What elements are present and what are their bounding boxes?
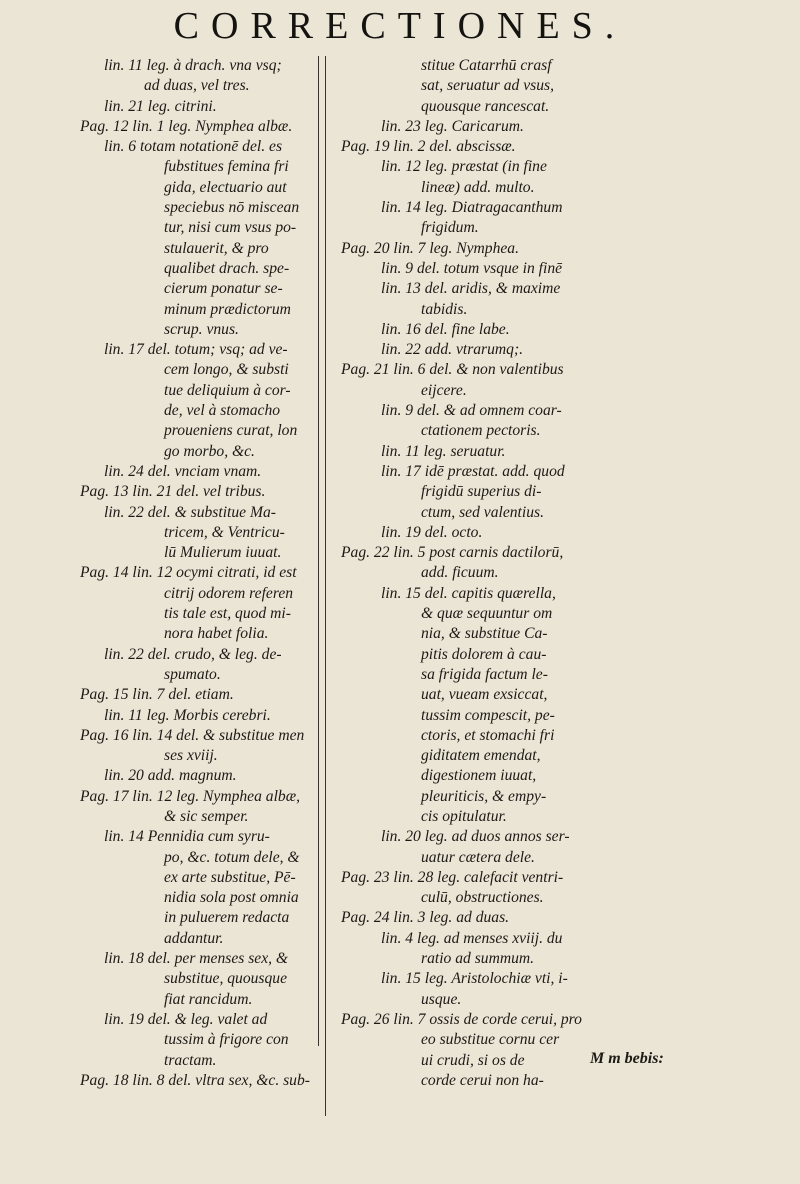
correction-line: lin. 4 leg. ad menses xviij. du (381, 929, 563, 947)
correction-line: tricem, & Ventricu- (164, 523, 285, 541)
correction-line: frigidum. (421, 219, 479, 237)
correction-line: cierum ponatur se- (164, 280, 283, 298)
correction-line: lineæ) add. multo. (421, 178, 535, 196)
correction-line: ratio ad summum. (421, 950, 535, 968)
correction-line: lin. 6 totam notationē del. es (104, 138, 283, 156)
correction-line: stulauerit, & pro (164, 239, 269, 257)
correction-line: Pag. 18 lin. 8 del. vltra sex, &c. sub- (80, 1071, 310, 1089)
correction-line: lin. 22 del. & substitue Ma- (104, 503, 276, 521)
correction-line: lin. 21 leg. citrini. (104, 97, 217, 115)
right-column (337, 56, 667, 1091)
correction-line: culū, obstructiones. (421, 889, 544, 907)
correction-line: speciebus nō miscean (164, 199, 300, 217)
correction-line: lin. 14 Pennidia cum syru- (104, 828, 270, 846)
correction-line: frigidū superius di- (421, 483, 542, 501)
correction-line: lin. 17 del. totum; vsq; ad ve- (104, 341, 288, 359)
correction-line: cem longo, & substi (164, 361, 289, 379)
correction-line: spumato. (164, 665, 221, 683)
correction-line: lin. 15 leg. Aristolochiæ vti, i- (381, 970, 568, 988)
correction-line: lin. 22 add. vtrarumq;. (381, 341, 524, 359)
correction-line: Pag. 22 lin. 5 post carnis dactilorū, (341, 544, 564, 562)
correction-line: tis tale est, quod mi- (164, 605, 291, 623)
correction-line: lin. 20 add. magnum. (104, 767, 237, 785)
correction-line: minum prædictorum (164, 300, 291, 318)
correction-line: lin. 15 del. capitis quærella, (381, 584, 556, 602)
correction-line: nia, & substitue Ca- (421, 625, 548, 643)
catchword: M m bebis: (590, 1050, 664, 1067)
correction-line: stitue Catarrhū crasf (421, 57, 552, 74)
correction-line: pleuriticis, & empy- (421, 787, 547, 805)
correction-line: go morbo, &c. (164, 442, 255, 460)
correction-line: lin. 23 leg. Caricarum. (381, 117, 524, 135)
correction-line: lin. 16 del. fine labe. (381, 320, 510, 338)
correction-line: lin. 11 leg. Morbis cerebri. (104, 706, 271, 724)
correction-line: tussim compescit, pe- (421, 706, 555, 724)
correction-line: tabidis. (421, 300, 468, 318)
correction-line: nora habet folia. (164, 625, 269, 643)
correction-line: Pag. 26 lin. 7 ossis de corde cerui, pro (341, 1010, 582, 1028)
correction-line: scrup. vnus. (164, 320, 239, 338)
correction-line: lin. 9 del. totum vsque in finē (381, 259, 563, 277)
correction-line: lin. 13 del. aridis, & maxime (381, 280, 561, 298)
correction-line: Pag. 15 lin. 7 del. etiam. (80, 686, 234, 704)
correction-line: lin. 20 leg. ad duos annos ser- (381, 828, 570, 846)
correction-line: lin. 9 del. & ad omnem coar- (381, 402, 562, 420)
correction-line: & sic semper. (164, 807, 249, 825)
correction-line: ses xviij. (164, 747, 218, 765)
correction-line: uat, vueam exsiccat, (421, 686, 548, 704)
correction-line: lin. 14 leg. Diatragacanthum (381, 199, 563, 217)
correction-line: pitis dolorem à cau- (421, 645, 547, 663)
column-rule-left (318, 56, 319, 1046)
correction-line: lin. 24 del. vnciam vnam. (104, 462, 262, 480)
correction-line: po, &c. totum dele, & (164, 848, 300, 866)
correction-line: Pag. 20 lin. 7 leg. Nymphea. (341, 239, 520, 257)
correction-line: Pag. 21 lin. 6 del. & non valentibus (341, 361, 564, 379)
correction-line: Pag. 16 lin. 14 del. & substitue men (80, 726, 305, 744)
correction-line: Pag. 24 lin. 3 leg. ad duas. (341, 909, 510, 927)
correction-line: ctum, sed valentius. (421, 503, 544, 521)
correction-line: lin. 17 idē præstat. add. quod (381, 462, 565, 480)
correction-line: lin. 19 del. & leg. valet ad (104, 1010, 268, 1028)
correction-line: Pag. 17 lin. 12 leg. Nymphea albæ, (80, 787, 301, 805)
correction-line: & quæ sequuntur om (421, 605, 553, 623)
correction-line: Pag. 14 lin. 12 ocymi citrati, id est (80, 564, 297, 582)
correction-line: ctoris, et stomachi fri (421, 726, 555, 744)
correction-line: cis opitulatur. (421, 807, 507, 825)
correction-line: ctationem pectoris. (421, 422, 541, 440)
correction-line: uatur cætera dele. (421, 848, 535, 866)
column-rule-right (325, 56, 326, 1116)
correction-line: in puluerem redacta (164, 909, 290, 927)
correction-line: digestionem iuuat, (421, 767, 537, 785)
correction-line: substitue, quousque (164, 970, 288, 988)
correction-line: Pag. 23 lin. 28 leg. calefacit ventri- (341, 868, 564, 886)
correction-line: eo substitue cornu cer (421, 1031, 560, 1049)
correction-line: usque. (421, 990, 462, 1008)
correction-line: giditatem emendat, (421, 747, 541, 765)
correction-line: corde cerui non ha- (421, 1071, 544, 1089)
correction-line: lin. 18 del. per menses sex, & (104, 950, 289, 968)
correction-line: ad duas, vel tres. (144, 77, 250, 95)
page-heading: CORRECTIONES. (173, 5, 627, 47)
left-column (80, 56, 315, 1091)
correction-line: ex arte substitue, Pē- (164, 868, 296, 886)
correction-line: qualibet drach. spe- (164, 259, 290, 277)
correction-line: quousque rancescat. (421, 97, 550, 115)
correction-line: lin. 22 del. crudo, & leg. de- (104, 645, 282, 663)
correction-line: Pag. 19 lin. 2 del. abscissæ. (341, 138, 516, 156)
correction-line: lū Mulierum iuuat. (164, 544, 282, 562)
correction-line: proueniens curat, lon (164, 422, 298, 440)
correction-line: sa frigida factum le- (421, 665, 548, 683)
correction-line: lin. 12 leg. præstat (in fine (381, 158, 547, 176)
correction-line: de, vel à stomacho (164, 402, 281, 420)
correction-line: Pag. 13 lin. 21 del. vel tribus. (80, 483, 266, 501)
correction-line: lin. 11 leg. à drach. vna vsq; (104, 57, 282, 74)
correction-line: lin. 11 leg. seruatur. (381, 442, 506, 460)
correction-line: ui crudi, si os de (421, 1051, 525, 1069)
correction-line: fiat rancidum. (164, 990, 253, 1008)
correction-line: eijcere. (421, 381, 467, 399)
correction-line: lin. 19 del. octo. (381, 523, 483, 541)
correction-line: Pag. 12 lin. 1 leg. Nymphea albæ. (80, 117, 293, 135)
correction-line: add. ficuum. (421, 564, 499, 582)
correction-line: tue deliquium à cor- (164, 381, 291, 399)
correction-line: gida, electuario aut (164, 178, 287, 196)
correction-line: nidia sola post omnia (164, 889, 299, 907)
correction-line: fubstitues femina fri (164, 158, 289, 176)
correction-line: tussim à frigore con (164, 1031, 289, 1049)
correction-line: sat, seruatur ad vsus, (421, 77, 554, 95)
correction-line: addantur. (164, 929, 224, 947)
correction-line: tractam. (164, 1051, 217, 1069)
correction-line: citrij odorem referen (164, 584, 294, 602)
correction-line: tur, nisi cum vsus po- (164, 219, 297, 237)
